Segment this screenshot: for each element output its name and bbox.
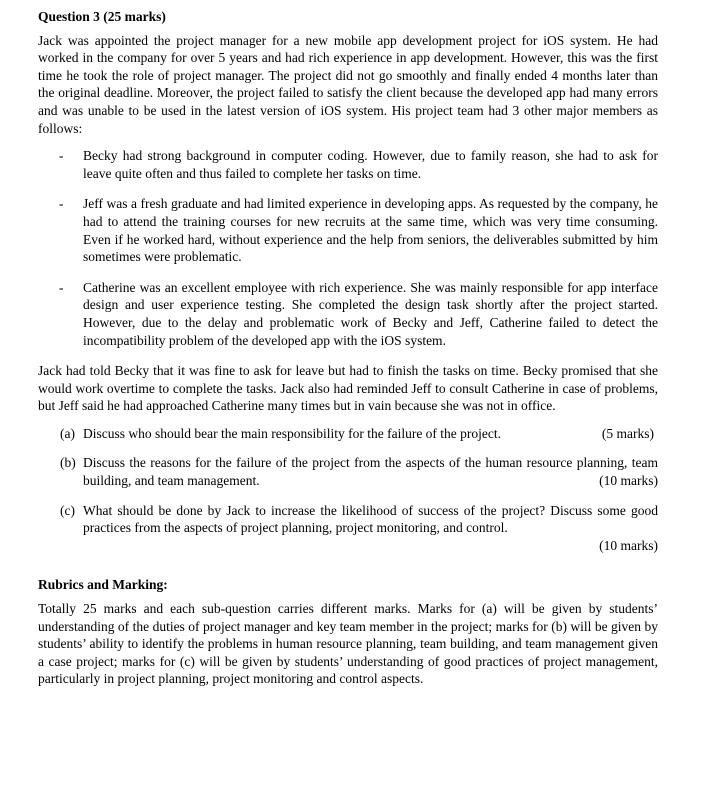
member-description: Jeff was a fresh graduate and had limited experience in developing apps. As requested by the company, he had to attend the training courses for new recruits at the same time, which was very time consuming. Even if he worked hard, without experience and the help from seniors, the deliverables submitted by him sometimes were problematic.: [83, 196, 658, 265]
rubrics-paragraph: Totally 25 marks and each sub-question carries different marks. Marks for (a) will be given by students’ understanding of the duties of project manager and key team member in the project; marks for (b) will be given by students’ ability to identify the problems in human resource planning, team building, and team management given a case project; marks for (c) will be given by students’ understanding of good practices of project management, particularly in project planning, project monitoring and control aspects.: [38, 601, 658, 687]
member-item-catherine: [38, 279, 658, 349]
bullet-dash: -: [59, 279, 64, 295]
member-item-jeff: [38, 195, 658, 265]
subquestion-a: [38, 425, 658, 443]
subquestion-b: [38, 454, 658, 489]
case-story-paragraph: Jack had told Becky that it was fine to ask for leave but had to finish the tasks on time. Becky promised that she would work overtime to complete the tasks. Jack also had reminded Jeff to consult Catherine in case of problems, but Jeff said he had approached Catherine many times but in vain because she was not in office.: [38, 363, 658, 414]
subquestion-list: [38, 425, 658, 555]
subquestion-text: What should be done by Jack to increase the likelihood of success of the project? Discuss some good practices from the aspects of project planning, project monitoring, and control.: [83, 502, 658, 536]
member-description: Catherine was an excellent employee with rich experience. She was mainly responsible for app interface design and user experience testing. She completed the design task shortly after the project started. However, due to the delay and problematic work of Becky and Jeff, Catherine failed to detect the incompatibility problem of the developed app with the iOS system.: [83, 279, 658, 348]
document-page: [38, 8, 658, 688]
subquestion-label: (b): [60, 455, 76, 471]
rubrics-title: Rubrics and Marking:: [38, 577, 168, 593]
member-description: Becky had strong background in computer coding. However, due to family reason, she had to ask for leave quite often and thus failed to complete her tasks on time.: [83, 148, 658, 181]
subquestion-marks: (5 marks): [601, 425, 654, 441]
question-title: Question 3 (25 marks): [38, 9, 166, 24]
bullet-dash: -: [59, 148, 64, 164]
subquestion-label: (a): [60, 425, 75, 441]
subquestion-text: Discuss the reasons for the failure of the project from the aspects of the human resource planning, team building, and team management.: [83, 455, 658, 489]
subquestion-marks: (10 marks): [599, 537, 658, 553]
subquestion-text: Discuss who should bear the main responsibility for the failure of the project.: [83, 425, 502, 441]
subquestion-marks: (10 marks): [599, 473, 658, 489]
team-members-list: [38, 147, 658, 349]
subquestion-c: [38, 502, 658, 555]
subquestion-label: (c): [60, 502, 75, 518]
member-item-becky: [38, 147, 658, 182]
case-intro-paragraph: Jack was appointed the project manager for a new mobile app development project for iOS system. He had worked in the company for over 5 years and had rich experience in app development. However, this was the first time he took the role of project manager. The project did not go smoothly and finally ended 4 months later than the original deadline. Moreover, the project failed to satisfy the client because the developed app had many errors and was unable to be used in the latest version of iOS system. His project team had 3 other major members as follows:: [38, 32, 658, 136]
bullet-dash: -: [59, 196, 64, 212]
